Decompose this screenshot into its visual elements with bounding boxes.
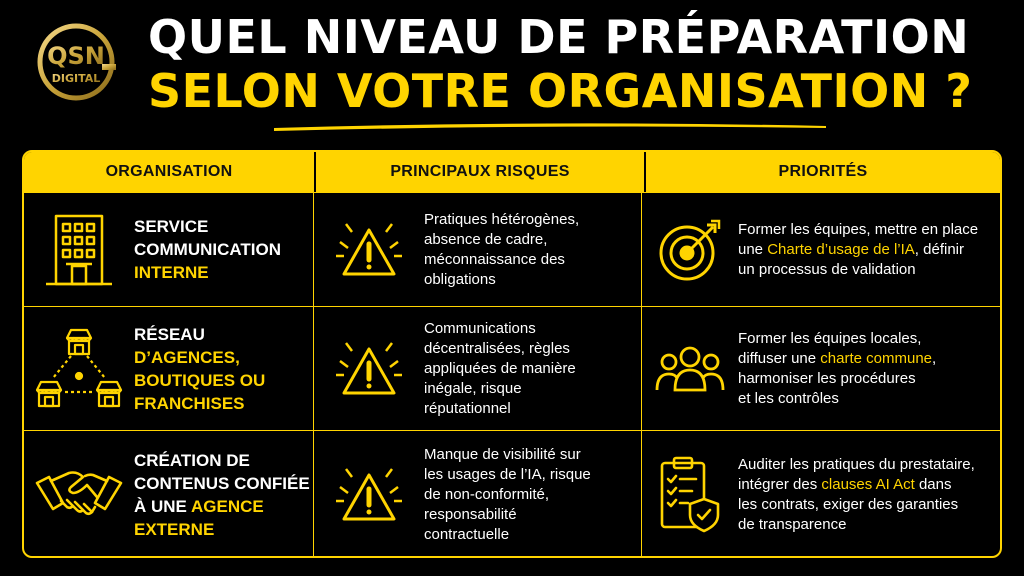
svg-text:QSN: QSN <box>47 42 105 70</box>
prio-text: un processus de validation <box>738 260 916 278</box>
prio-text: Former les équipes, mettre en place <box>738 220 979 238</box>
priority-cell <box>642 307 1000 430</box>
risk-line: décentralisées, règles <box>424 339 570 357</box>
warning-icon <box>314 220 424 280</box>
qsn-digital-logo <box>32 20 128 104</box>
risk-line: appliquées de manière <box>424 359 576 377</box>
risk-line: Pratiques hétérogènes, <box>424 210 580 228</box>
risk-line: responsabilité <box>424 505 517 523</box>
org-label-line: INTERNE <box>134 263 209 282</box>
prio-line <box>738 515 975 535</box>
priority-cell <box>642 431 1000 558</box>
title-line-1: QUEL NIVEAU DE PRÉPARATION <box>148 10 970 64</box>
prio-line <box>738 260 978 280</box>
org-label-line: FRANCHISES <box>134 393 245 413</box>
office-building-icon <box>24 212 134 288</box>
risk-line: contractuelle <box>424 525 510 543</box>
org-cell <box>24 193 314 306</box>
prio-text: Auditer les pratiques du prestataire, <box>738 455 975 473</box>
header-risques: PRINCIPAUX RISQUES <box>316 152 646 192</box>
prio-highlight: charte commune <box>820 349 932 367</box>
risk-line: Communications <box>424 319 536 337</box>
prio-text: de transparence <box>738 515 847 533</box>
handshake-icon <box>24 463 134 527</box>
risk-cell <box>314 431 642 558</box>
page-title <box>148 10 1008 118</box>
org-label-line: SERVICE <box>134 217 209 236</box>
prio-text: dans <box>914 475 952 493</box>
prio-line <box>738 369 936 389</box>
org-label-line <box>134 472 310 495</box>
comparison-table <box>22 150 1002 558</box>
warning-icon <box>314 339 424 399</box>
prio-line <box>738 475 975 495</box>
org-label-line: BOUTIQUES OU <box>134 370 266 390</box>
prio-text: diffuser une <box>738 349 821 367</box>
org-label-line: RÉSEAU <box>134 324 205 344</box>
prio-line <box>738 220 978 240</box>
target-arrow-icon <box>642 217 738 283</box>
prio-text: , définir <box>914 240 964 258</box>
svg-text:DIGITAL: DIGITAL <box>51 72 101 85</box>
prio-highlight: clauses AI Act <box>821 475 915 493</box>
prio-text: les contrats, exiger des garanties <box>738 495 959 513</box>
clipboard-shield-icon <box>642 455 738 535</box>
prio-line <box>738 240 978 260</box>
prio-line <box>738 329 936 349</box>
table-row <box>24 430 1000 558</box>
brush-underline <box>270 120 830 132</box>
org-label-line: COMMUNICATION <box>134 240 281 259</box>
risk-line: les usages de l’IA, risque <box>424 465 591 483</box>
org-label-line <box>134 518 310 541</box>
risk-line: de non-conformité, <box>424 485 550 503</box>
prio-text: une <box>738 240 768 258</box>
risk-line: inégale, risque <box>424 379 522 397</box>
prio-text: Former les équipes locales, <box>738 329 922 347</box>
risk-line: absence de cadre, <box>424 230 548 248</box>
org-label-line: D’AGENCES, <box>134 347 240 367</box>
risk-line: méconnaissance des <box>424 250 565 268</box>
org-highlight: AGENCE <box>191 496 264 516</box>
table-header <box>24 152 1000 192</box>
header-priorites: PRIORITÉS <box>778 163 868 180</box>
prio-text: harmoniser les procédures <box>738 369 916 387</box>
org-highlight: EXTERNE <box>134 519 215 539</box>
risk-cell <box>314 193 642 306</box>
team-icon <box>642 344 738 394</box>
risk-cell <box>314 307 642 430</box>
org-text: CONTENUS CONFIÉE <box>134 473 310 493</box>
table-row <box>24 192 1000 306</box>
org-label-line <box>134 449 310 472</box>
prio-line <box>738 389 936 409</box>
prio-line <box>738 495 975 515</box>
priority-cell <box>642 193 1000 306</box>
store-network-icon <box>24 326 134 412</box>
risk-line: Manque de visibilité sur <box>424 445 581 463</box>
org-cell <box>24 431 314 558</box>
risk-line: réputationnel <box>424 399 511 417</box>
header-organisation: ORGANISATION <box>24 152 316 192</box>
org-text: À UNE <box>134 496 191 516</box>
org-cell <box>24 307 314 430</box>
prio-highlight: Charte d’usage de l’IA <box>767 240 915 258</box>
warning-icon <box>314 465 424 525</box>
prio-line <box>738 455 975 475</box>
prio-text: et les contrôles <box>738 389 839 407</box>
org-text: CRÉATION DE <box>134 450 250 470</box>
risk-line: obligations <box>424 270 496 288</box>
title-line-2: SELON VOTRE ORGANISATION ? <box>148 64 973 118</box>
prio-text: , <box>932 349 937 367</box>
prio-text: intégrer des <box>738 475 822 493</box>
org-label-line <box>134 495 310 518</box>
prio-line <box>738 349 936 369</box>
table-row <box>24 306 1000 430</box>
